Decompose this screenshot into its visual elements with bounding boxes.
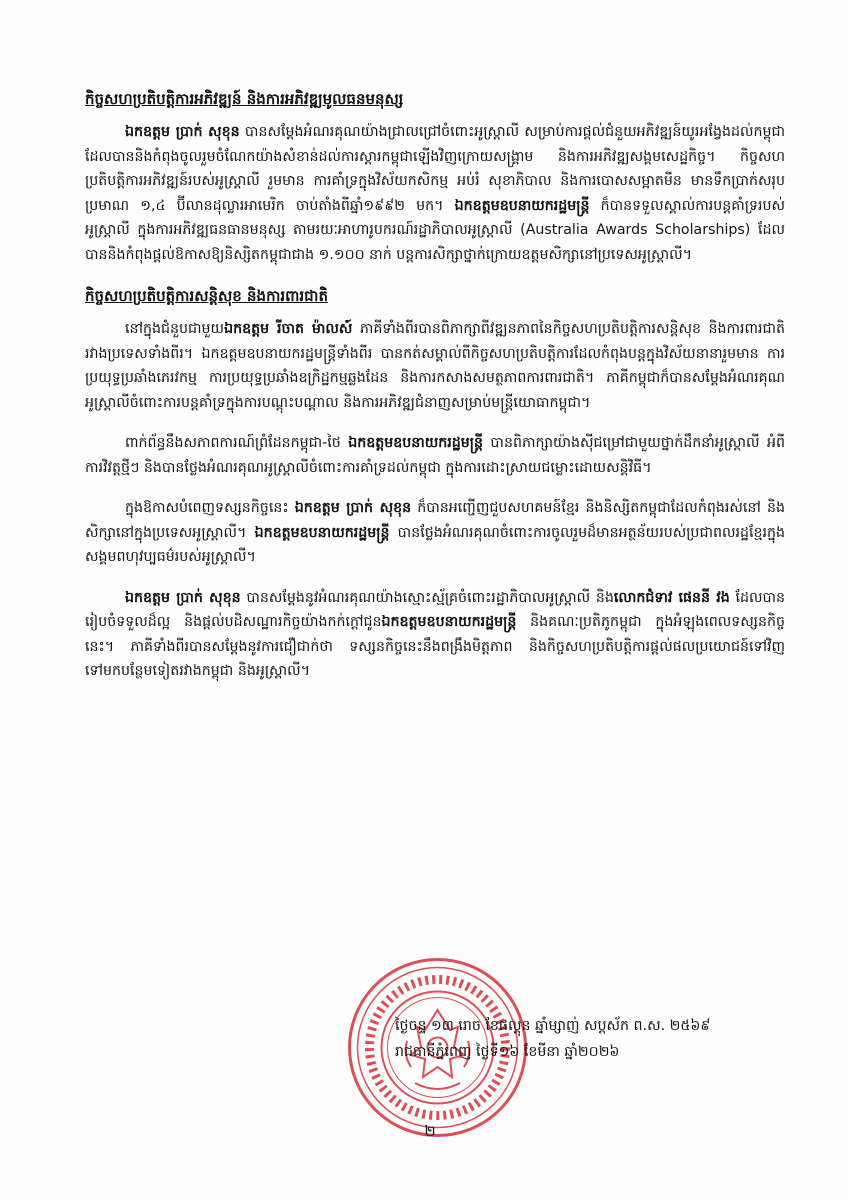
paragraph-border [85,431,785,480]
section-heading-development: កិច្ចសហប្រតិបត្តិការអភិវឌ្ឍន៍ និងការអភិវឌ្ឍមូលធនមនុស្ស [85,90,404,108]
name-prak-sokhonn: ឯកឧត្តម ប្រាក់ សុខុន [294,500,412,516]
name-penny-wong: លោកជំទាវ ផេននី វង [613,589,730,606]
paragraph-text: បានសម្តែងនូវអំណរគុណយ៉ាងស្មោះស្ម័គ្រចំពោះរដ្ឋាភិបាលអូស្ត្រាលី និង [240,589,614,606]
paragraph-text: ក្នុងឱកាសបំពេញទស្សនកិច្ចនេះ [125,500,295,516]
name-prak-sokhonn: ឯកឧត្តម ប្រាក់ សុខុន [125,124,240,140]
page-number: ២ [424,1122,436,1140]
date-block [395,1013,785,1065]
paragraph-text: បានថ្លែងអំណរគុណចំពោះការចូលរួមដ៏មានអត្ថន័យរបស់ប្រជាពលរដ្ឋខ្មែរក្នុងសង្គមពហុវប្បធម៌របស់អូស្ត្រាលី។ [85,524,785,565]
paragraph-text: ដែលបានរៀបចំទទួលដ៏ល្អ និងផ្តល់បដិសណ្ឋារកិច្ចយ៉ាងកក់ក្តៅជូន [85,589,785,630]
document-body [85,86,785,700]
paragraph-development [85,120,785,267]
paragraph-text: ក៏បានអញ្ជើញជួបសហគមន៍ខ្មែរ និងនិស្សិតកម្ពុជាដែលកំពុងរស់នៅ និងសិក្សានៅក្នុងប្រទេសអូស្ត្រាលី។ [85,500,786,541]
paragraph-security [85,317,785,415]
title-deputy-prime-minister: ឯកឧត្តមឧបនាយករដ្ឋមន្ត្រី [348,435,484,451]
paragraph-text: ក៏បានទទួលស្គាល់ការបន្តគាំទ្ររបស់អូស្ត្រាលី ក្នុងការអភិវឌ្ឍធនធានមនុស្ស តាមរយៈអាហារូបករណ៍រដ្ឋាភិបាលអូស្ត្រាលី (Australia Awards Scholarships) ដែលបាននិងកំពុងផ្តល់ឱកាសឱ្យនិស្សិតកម្ពុជាជាង ១.១០០ នាក់ បន្តការសិក្សាថ្នាក់ក្រោយឧត្តមសិក្សានៅប្រទេសអូស្ត្រាលី។ [85,197,785,263]
paragraph-text: បានពិភាក្សាយ៉ាងស៊ីជម្រៅជាមួយថ្នាក់ដឹកនាំអូស្ត្រាលី អំពីការវិវត្តថ្មីៗ និងបានថ្លែងអំណរគុណអូស្ត្រាលីចំពោះការគាំទ្រដល់កម្ពុជា ក្នុងការដោះស្រាយជម្លោះដោយសន្តិវិធី។ [85,435,785,476]
paragraph-text: បានសម្តែងអំណរគុណយ៉ាងជ្រាលជ្រៅចំពោះអូស្ត្រាលី សម្រាប់ការផ្តល់ជំនួយអភិវឌ្ឍន៍យូរអង្វែងដល់កម្ពុជា ដែលបាននិងកំពុងចូលរួមចំណែកយ៉ាងសំខាន់ដល់ការស្តារកម្ពុជាឡើងវិញក្រោយសង្គ្រាម និងការអភិវឌ្ឍសង្គមសេដ្ឋកិច្ច។ កិច្ចសហប្រតិបត្តិការអភិវឌ្ឍន៍របស់អូស្ត្រាលី រួមមាន ការគាំទ្រក្នុងវិស័យកសិកម្ម អប់រំ សុខាភិបាល និងការបោសសម្អាតមីន មានទឹកប្រាក់សរុបប្រមាណ ១,៤ ប៊ីលានដុល្លារអាមេរិក ចាប់តាំងពីឆ្នាំ១៩៩២ មក។ [85,124,785,214]
paragraph-text: និងគណៈប្រតិភូកម្ពុជា ក្នុងអំឡុងពេលទស្សនកិច្ចនេះ។ ភាគីទាំងពីរបានសម្តែងនូវការជឿជាក់ថា ទស្សនកិច្ចនេះនឹងពង្រឹងមិត្តភាព និងកិច្ចសហប្រតិបត្តិការផ្តល់ផលប្រយោជន៍ទៅវិញទៅមកបន្ថែមទៀតរវាងកម្ពុជា និងអូស្ត្រាលី។ [85,614,785,679]
lunar-date: ថ្ងៃចន្ទ ១៣ រោច ខែផល្គុន ឆ្នាំម្សាញ់ សប្តស័ក ព.ស. ២៥៦៩ [395,1018,711,1034]
paragraph-text: ភាគីទាំងពីរបានពិភាក្សាពីវឌ្ឍនភាពនៃកិច្ចសហប្រតិបត្តិការសន្តិសុខ និងការពារជាតិរវាងប្រទេសទាំងពីរ។ ឯកឧត្តមឧបនាយករដ្ឋមន្ត្រីទាំងពីរ បានកត់សម្គាល់ពីកិច្ចសហប្រតិបត្តិការដែលកំពុងបន្តក្នុងវិស័យនានារួមមាន ការប្រយុទ្ធប្រឆាំងភេរវកម្ម ការប្រយុទ្ធប្រឆាំងឧក្រិដ្ឋកម្មឆ្លងដែន និងការកសាងសមត្ថភាពការពារជាតិ។ ភាគីកម្ពុជាក៏បានសម្តែងអំណរគុណអូស្ត្រាលីចំពោះការបន្តគាំទ្រក្នុងការបណ្តុះបណ្តាល និងការអភិវឌ្ឍជំនាញសម្រាប់មន្ត្រីយោធាកម្ពុជា។ [85,321,785,411]
place-and-date: រាជធានីភ្នំពេញ ថ្ងៃទី១៦ ខែមីនា ឆ្នាំ២០២៦ [395,1044,620,1060]
name-richard-marles: ឯកឧត្តម រីចាត ម៉ាលស៍ [224,321,353,337]
paragraph-community [85,496,785,570]
paragraph-text: នៅក្នុងជំនួបជាមួយ [125,321,225,337]
section-heading-security: កិច្ចសហប្រតិបត្តិការសន្តិសុខ និងការពារជាតិ [85,287,328,305]
paragraph-thanks [85,586,785,684]
title-deputy-prime-minister: ឯកឧត្តមឧបនាយករដ្ឋមន្ត្រី [381,614,517,630]
paragraph-text: ពាក់ព័ន្ធនឹងសភាពការណ៍ព្រំដែនកម្ពុជា-ថៃ [125,435,349,451]
name-prak-sokhonn: ឯកឧត្តម ប្រាក់ សុខុន [125,589,241,606]
title-deputy-prime-minister: ឯកឧត្តមឧបនាយករដ្ឋមន្ត្រី [254,524,390,541]
title-deputy-prime-minister: ឯកឧត្តមឧបនាយករដ្ឋមន្ត្រី [454,197,590,214]
